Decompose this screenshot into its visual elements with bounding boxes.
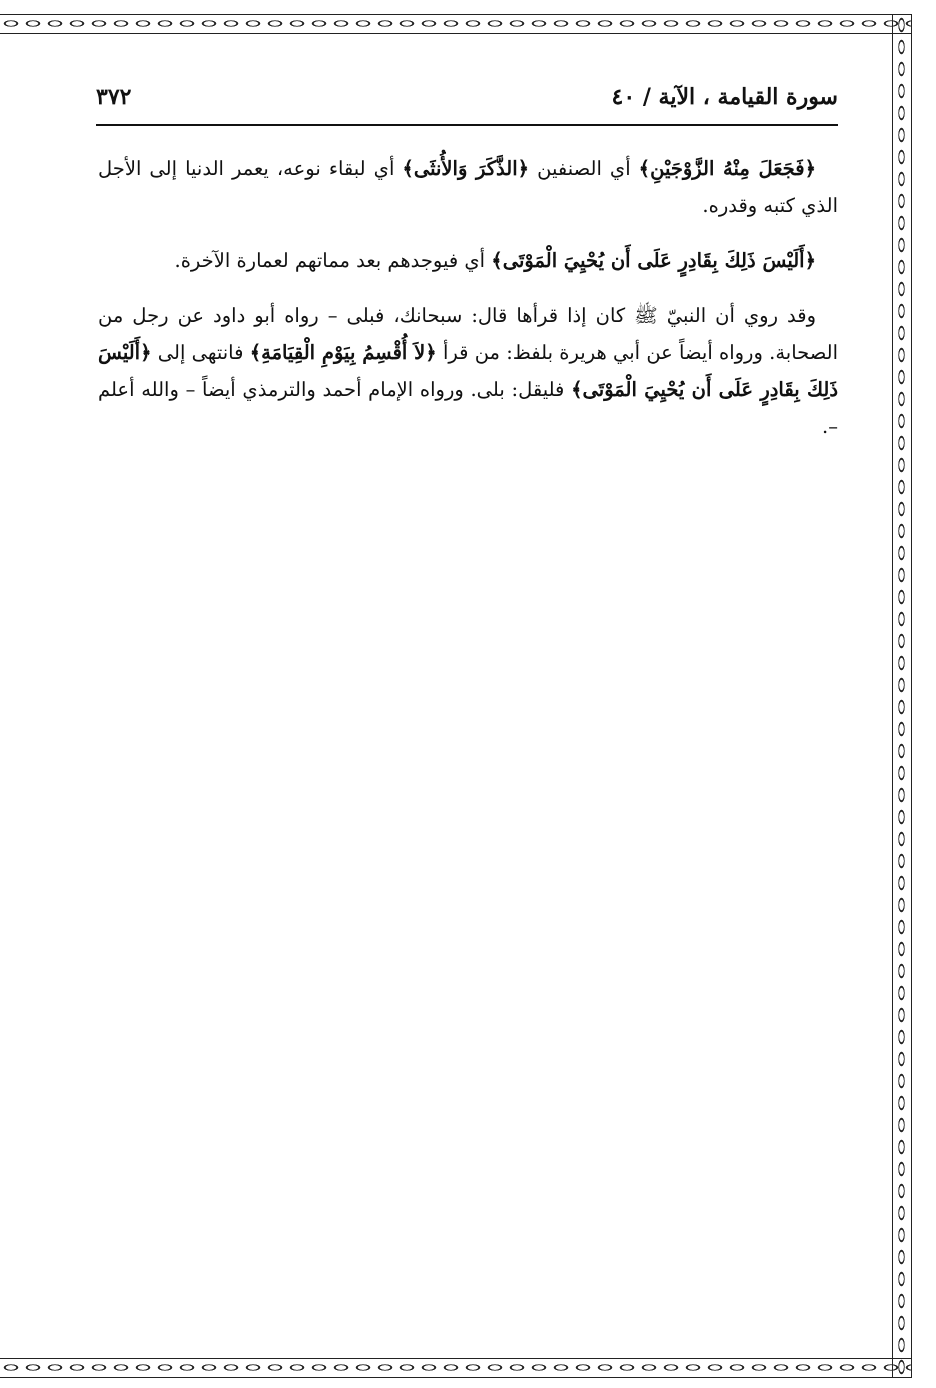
quran-verse: ﴿أَلَيْسَ ذَلِكَ بِقَادِرٍ عَلَى أَن يُحْيِيَ الْمَوْتَى﴾: [491, 249, 816, 272]
page-number: ٣٧٢: [96, 84, 132, 110]
ornamental-border-bottom: [0, 1358, 912, 1378]
commentary-segment: وقد روي أن النبيّ ﷺ كان إذا قرأها قال: سبحانك، فبلى – رواه أبو داود عن رجل من الصحابة. ورواه أيضاً عن أبي هريرة بلفظ: من قرأ: [98, 304, 838, 364]
quran-verse: ﴿الذَّكَرَ وَالأُنثَى﴾: [402, 157, 530, 180]
quran-verse: ﴿لاَ أُقْسِمُ بِيَوْمِ الْقِيَامَةِ﴾: [249, 341, 437, 364]
commentary-segment: فانتهى إلى: [151, 341, 250, 364]
surah-title: سورة القيامة ، الآية / ٤٠: [611, 84, 838, 110]
commentary-segment: أي الصنفين: [529, 157, 639, 180]
paragraph-3: [98, 297, 838, 445]
commentary-segment: أي فيوجدهم بعد مماتهم لعمارة الآخرة.: [174, 249, 492, 272]
quran-verse: ﴿أَلَيْسَ ذَلِكَ بِقَادِرٍ عَلَى أَن يُحْيِيَ الْمَوْتَى﴾: [98, 341, 839, 401]
quran-verse: ﴿فَجَعَلَ مِنْهُ الزَّوْجَيْنِ﴾: [638, 157, 816, 180]
paragraph-2: [98, 242, 838, 279]
ornamental-border-top: [0, 14, 912, 34]
running-header: [96, 78, 838, 126]
paragraph-1: [98, 150, 838, 224]
ornamental-border-right: [892, 14, 912, 1378]
commentary-segment: أي لبقاء نوعه، يعمر الدنيا إلى الأجل الذي كتبه وقدره.: [98, 157, 838, 217]
commentary-segment: فليقل: بلى. ورواه الإمام أحمد والترمذي أيضاً – والله أعلم –.: [98, 378, 838, 438]
commentary-text: [98, 150, 838, 463]
